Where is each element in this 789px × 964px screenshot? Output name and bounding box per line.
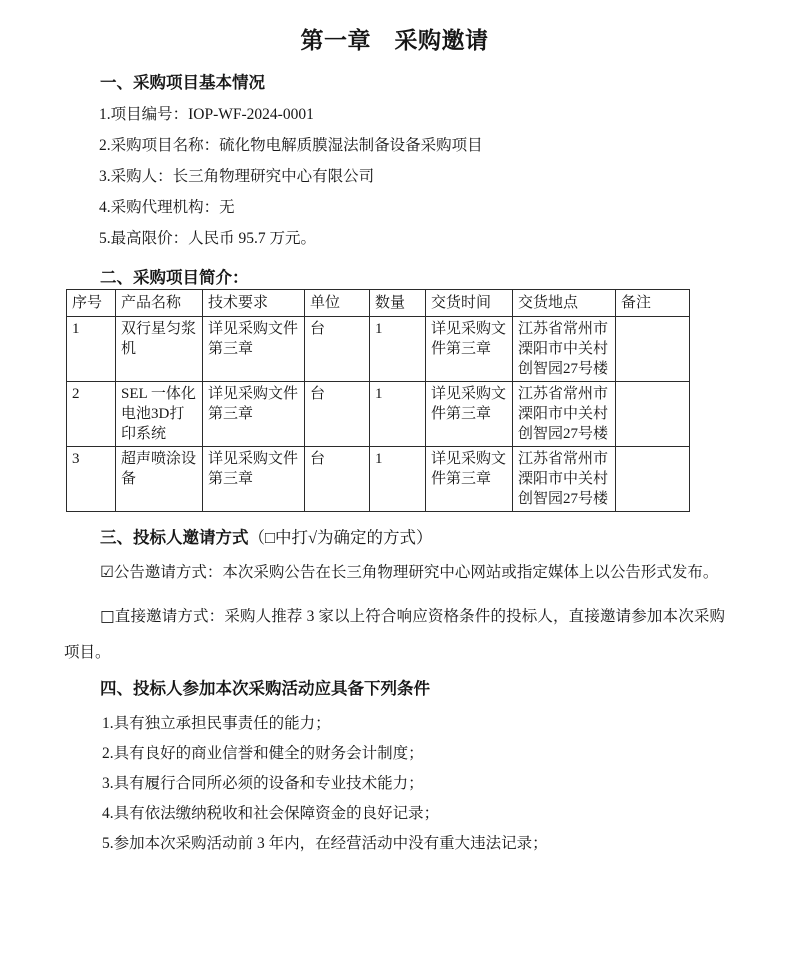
- cell-index: 1: [67, 317, 116, 382]
- project-name: 2.采购项目名称：硫化物电解质膜湿法制备设备采购项目: [99, 137, 483, 154]
- cell-delivery-time: 详见采购文件第三章: [426, 382, 513, 447]
- condition-item: 4.具有依法缴纳税收和社会保障资金的良好记录；: [102, 805, 440, 822]
- cell-tech-requirements: 详见采购文件第三章: [203, 382, 305, 447]
- section-bidder-conditions: [64, 678, 725, 855]
- cell-product: 超声喷涂设备: [116, 447, 203, 512]
- column-header-index: 序号: [67, 290, 116, 317]
- cell-tech-requirements: 详见采购文件第三章: [203, 317, 305, 382]
- section-basic-info: [64, 72, 725, 250]
- column-header-delivery-place: 交货地点: [513, 290, 616, 317]
- invitation-option-announcement-text: 公告邀请方式：本次采购公告在长三角物理研究中心网站或指定媒体上以公告形式发布。: [113, 564, 719, 581]
- checkbox-checked-icon: ☑: [100, 563, 114, 581]
- section-3-heading-note: （□中打√为确定的方式）: [248, 528, 433, 547]
- cell-remarks: [616, 447, 690, 512]
- cell-delivery-place: 江苏省常州市溧阳市中关村创智园27号楼: [513, 447, 616, 512]
- cell-product: SEL 一体化电池3D打印系统: [116, 382, 203, 447]
- cell-quantity: 1: [370, 447, 426, 512]
- cell-tech-requirements: 详见采购文件第三章: [203, 447, 305, 512]
- column-header-product: 产品名称: [116, 290, 203, 317]
- cell-delivery-place: 江苏省常州市溧阳市中关村创智园27号楼: [513, 382, 616, 447]
- section-3-heading-main: 三、投标人邀请方式: [100, 528, 249, 547]
- cell-index: 3: [67, 447, 116, 512]
- invitation-option-direct-text: 直接邀请方式：采购人推荐 3 家以上符合响应资格条件的投标人，直接邀请参加本次采购项目。: [64, 608, 725, 661]
- condition-item: 1.具有独立承担民事责任的能力；: [102, 715, 331, 732]
- section-project-overview: [64, 267, 725, 512]
- cell-remarks: [616, 382, 690, 447]
- column-header-unit: 单位: [305, 290, 370, 317]
- column-header-remarks: 备注: [616, 290, 690, 317]
- page-title: 第一章 采购邀请: [300, 28, 489, 53]
- cell-unit: 台: [305, 382, 370, 447]
- project-number: 1.项目编号：IOP-WF-2024-0001: [99, 106, 314, 123]
- max-price: 5.最高限价：人民币 95.7 万元。: [99, 230, 317, 247]
- table-row: [67, 317, 690, 382]
- table-row: [67, 447, 690, 512]
- cell-unit: 台: [305, 447, 370, 512]
- procurement-agent: 4.采购代理机构：无: [99, 199, 235, 216]
- section-2-heading: 二、采购项目简介：: [100, 268, 249, 287]
- table-header-row: [67, 290, 690, 317]
- section-4-heading: 四、投标人参加本次采购活动应具备下列条件: [100, 679, 430, 698]
- cell-remarks: [616, 317, 690, 382]
- cell-product: 双行星匀浆机: [116, 317, 203, 382]
- cell-quantity: 1: [370, 317, 426, 382]
- column-header-delivery-time: 交货时间: [426, 290, 513, 317]
- products-table: [66, 289, 690, 512]
- section-3-heading: [64, 527, 725, 549]
- cell-quantity: 1: [370, 382, 426, 447]
- section-1-heading: 一、采购项目基本情况: [100, 73, 265, 92]
- invitation-option-announcement: [64, 554, 725, 591]
- invitation-option-direct: [64, 598, 725, 671]
- column-header-tech-requirements: 技术要求: [203, 290, 305, 317]
- cell-unit: 台: [305, 317, 370, 382]
- section-invitation-method: [64, 527, 725, 671]
- cell-delivery-time: 详见采购文件第三章: [426, 447, 513, 512]
- table-row: [67, 382, 690, 447]
- cell-delivery-time: 详见采购文件第三章: [426, 317, 513, 382]
- cell-delivery-place: 江苏省常州市溧阳市中关村创智园27号楼: [513, 317, 616, 382]
- condition-item: 5.参加本次采购活动前 3 年内，在经营活动中没有重大违法记录；: [102, 835, 548, 852]
- condition-item: 2.具有良好的商业信誉和健全的财务会计制度；: [102, 745, 424, 762]
- condition-item: 3.具有履行合同所必须的设备和专业技术能力；: [102, 775, 424, 792]
- checkbox-unchecked-icon: □: [100, 607, 115, 625]
- column-header-quantity: 数量: [370, 290, 426, 317]
- cell-index: 2: [67, 382, 116, 447]
- purchaser: 3.采购人：长三角物理研究中心有限公司: [99, 168, 375, 185]
